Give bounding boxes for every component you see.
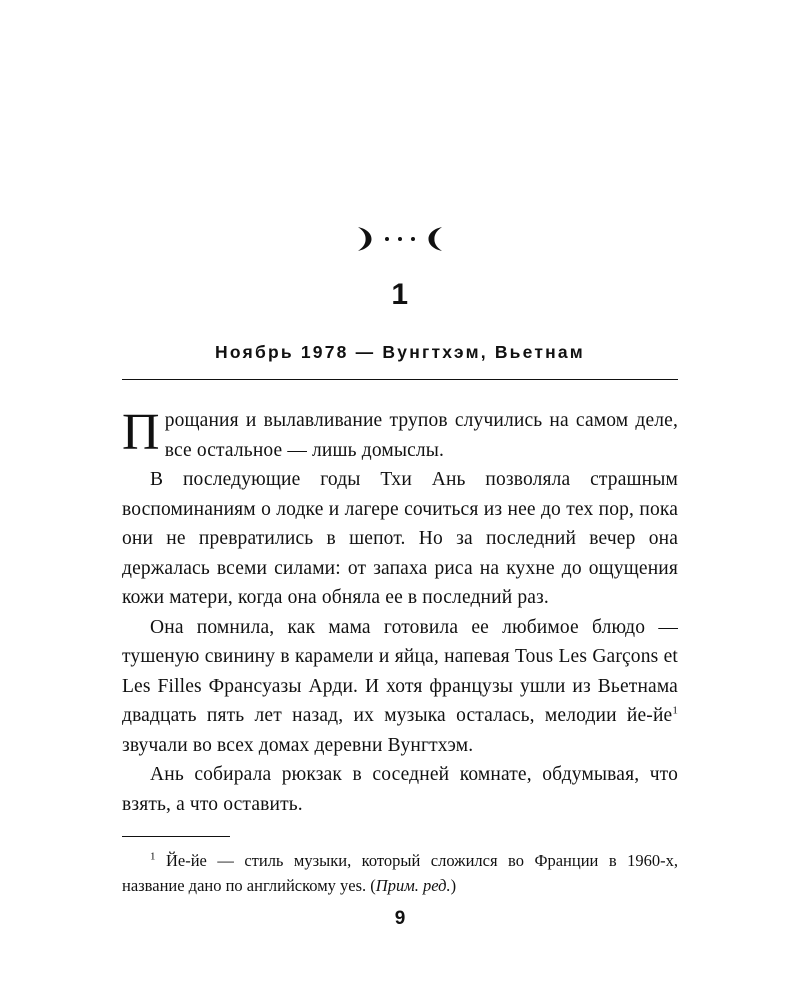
footnote-body: Йе-йе — стиль музыки, который сложился во Франции в 1960-х, название дано по английскому yes. (	[122, 851, 678, 895]
footnote-indent	[122, 851, 150, 870]
footnote-text	[122, 848, 678, 898]
paragraph-2: В последующие годы Тхи Ань позволяла страшным воспоминаниям о лодке и лагере сочиться из нее до тех пор, пока они не превратились в шепот. Но за последний вечер она держалась всеми силами: от запаха риса на кухне до ощущения кожи матери, когда она обняла ее в последний раз.	[122, 469, 678, 608]
footnote-section	[122, 836, 678, 898]
ornament-dot	[411, 237, 415, 241]
footnote-number: 1	[150, 850, 156, 863]
paragraph-1	[122, 406, 678, 465]
footnote-close: )	[450, 876, 457, 895]
moon-dots-ornament	[122, 222, 678, 256]
page-number: 9	[394, 908, 406, 929]
waning-crescent-moon-icon	[426, 226, 445, 252]
chapter-number: 1	[391, 278, 409, 311]
footnote-italic: Прим. ред.	[375, 876, 451, 895]
paragraph-3-text: Она помнила, как мама готовила ее любимое блюдо — тушеную свинину в карамели и яйца, напевая Tous Les Garçons et Les Filles Франсуазы Арди. И хотя французы ушли из Вьетнама двадцать пять лет назад, их музыка осталась, мелодии йе-йе	[122, 616, 678, 726]
paragraph-3	[122, 613, 678, 761]
waxing-crescent-moon-icon	[355, 226, 374, 252]
paragraph-4: Ань собирала рюкзак в соседней комнате, обдумывая, что взять, а что оставить.	[122, 764, 678, 815]
page-content	[122, 0, 678, 819]
paragraph-1-text: рощания и вылавливание трупов случились на самом деле, все остальное — лишь домыслы.	[164, 410, 678, 461]
ornament-dots	[385, 237, 415, 241]
drop-cap: П	[122, 404, 160, 461]
ornament-dot	[398, 237, 402, 241]
footnote-divider	[122, 836, 230, 837]
ornament-dot	[385, 237, 389, 241]
chapter-subtitle: Ноябрь 1978 — Вунгтхэм, Вьетнам	[215, 342, 585, 362]
header-divider	[122, 379, 678, 380]
body-text	[122, 406, 678, 819]
paragraph-3-tail: звучали во всех домах деревни Вунгтхэм.	[122, 734, 474, 756]
footnote-marker: 1	[672, 704, 678, 717]
